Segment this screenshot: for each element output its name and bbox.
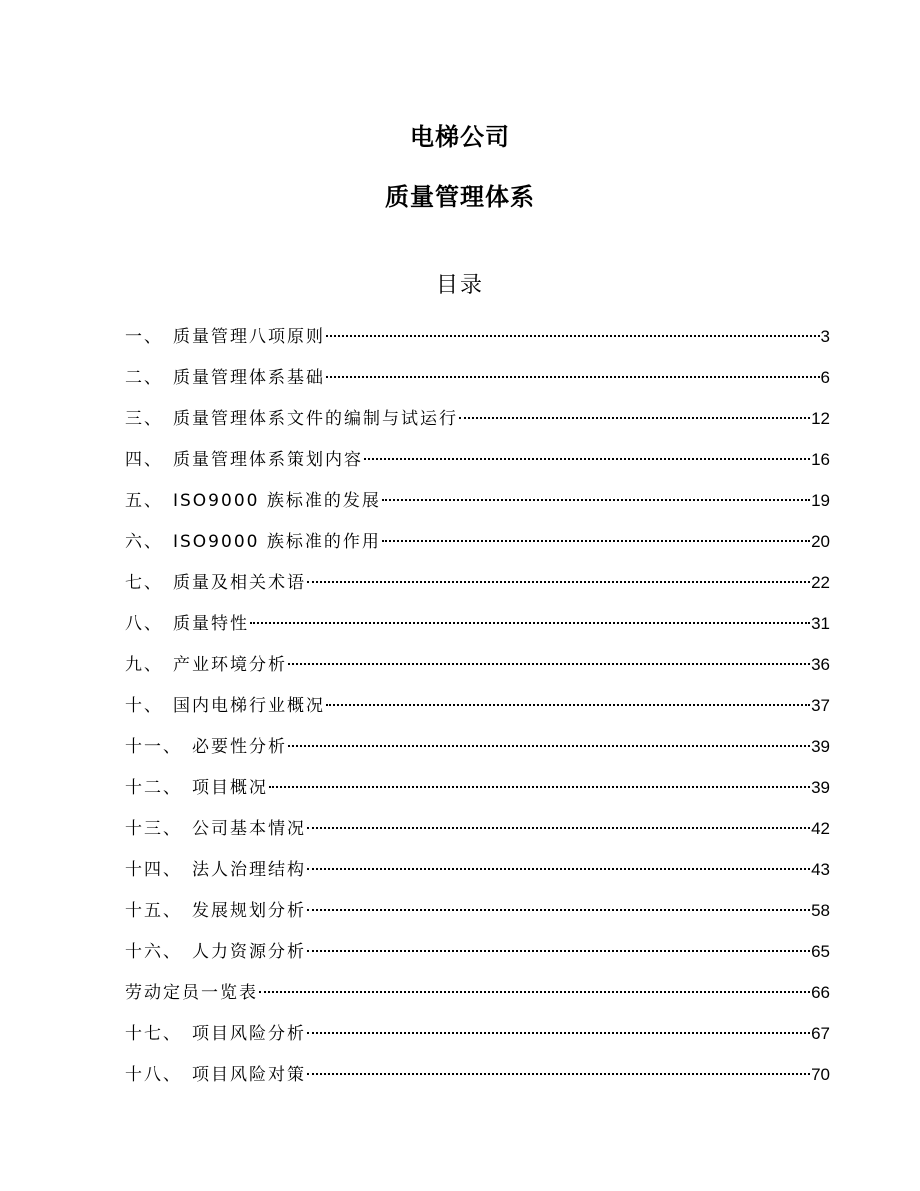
toc-dot-leader: [307, 909, 810, 911]
toc-entry-page: 12: [811, 409, 830, 428]
toc-dot-leader: [269, 786, 810, 788]
toc-entry-number: 十三、: [125, 819, 182, 839]
toc-entry-number: 十、: [125, 696, 163, 716]
toc-entry-number: 四、: [125, 450, 163, 470]
toc-dot-leader: [307, 1032, 810, 1034]
toc-entry-page: 66: [811, 983, 830, 1002]
document-title: 电梯公司: [410, 123, 510, 151]
toc-entry-page: 43: [811, 860, 830, 879]
toc-entry-number: 十一、: [125, 737, 182, 757]
toc-entry-page: 42: [811, 819, 830, 838]
toc-dot-leader: [307, 1073, 810, 1075]
toc-dot-leader: [326, 335, 820, 337]
toc-entry-number: 十五、: [125, 901, 182, 921]
toc-entry-page: 37: [811, 696, 830, 715]
toc-entry-page: 58: [811, 901, 830, 920]
document-subtitle: 质量管理体系: [385, 183, 535, 211]
toc-entry[interactable]: [125, 771, 830, 812]
toc-entry-page: 3: [820, 327, 830, 346]
toc-entry-title: 质量特性: [173, 614, 249, 634]
toc-entry-number: 六、: [125, 532, 163, 552]
toc-entry-title: 人力资源分析: [192, 942, 306, 962]
toc-entry[interactable]: [125, 648, 830, 689]
toc-entry-page: 31: [811, 614, 830, 633]
toc-entry-page: 22: [811, 573, 830, 592]
toc-entry-title: ISO9000 族标准的发展: [173, 491, 381, 511]
toc-dot-leader: [382, 540, 810, 542]
toc-dot-leader: [364, 458, 810, 460]
toc-entry[interactable]: [125, 566, 830, 607]
toc-entry-number: 十八、: [125, 1065, 182, 1085]
toc-entry-page: 36: [811, 655, 830, 674]
toc-entry[interactable]: [125, 361, 830, 402]
toc-entry[interactable]: [125, 853, 830, 894]
toc-entry[interactable]: [125, 1017, 830, 1058]
toc-entry[interactable]: [125, 525, 830, 566]
toc-entry[interactable]: [125, 730, 830, 771]
toc-entry-number: 二、: [125, 368, 163, 388]
toc-entry-title: 国内电梯行业概况: [173, 696, 325, 716]
toc-entry[interactable]: [125, 812, 830, 853]
toc-entry[interactable]: [125, 894, 830, 935]
toc-entry-title: 劳动定员一览表: [125, 983, 258, 1003]
toc-entry[interactable]: [125, 689, 830, 730]
toc-entry-title: ISO9000 族标准的作用: [173, 532, 381, 552]
toc-entry-title: 项目概况: [192, 778, 268, 798]
toc-dot-leader: [382, 499, 810, 501]
toc-dot-leader: [288, 663, 810, 665]
toc-entry-title: 项目风险对策: [192, 1065, 306, 1085]
toc-dot-leader: [307, 581, 810, 583]
toc-dot-leader: [326, 376, 820, 378]
toc-entry[interactable]: [125, 484, 830, 525]
toc-entry-page: 39: [811, 737, 830, 756]
toc-entry-title: 必要性分析: [192, 737, 287, 757]
toc-entry-title: 质量管理八项原则: [173, 327, 325, 347]
toc-entry-number: 十七、: [125, 1024, 182, 1044]
toc-dot-leader: [250, 622, 810, 624]
toc-entry-number: 十四、: [125, 860, 182, 880]
toc-dot-leader: [307, 868, 810, 870]
toc-entry[interactable]: [125, 935, 830, 976]
toc-entry[interactable]: [125, 976, 830, 1017]
toc-dot-leader: [307, 827, 810, 829]
toc-dot-leader: [259, 991, 810, 993]
toc-entry-title: 产业环境分析: [173, 655, 287, 675]
toc-entry-title: 公司基本情况: [192, 819, 306, 839]
toc-entry-title: 质量及相关术语: [173, 573, 306, 593]
toc-entry-page: 19: [811, 491, 830, 510]
toc-entry-title: 法人治理结构: [192, 860, 306, 880]
toc-entry[interactable]: [125, 1058, 830, 1099]
toc-entry-number: 九、: [125, 655, 163, 675]
toc-entry-title: 质量管理体系文件的编制与试运行: [173, 409, 458, 429]
toc-dot-leader: [326, 704, 810, 706]
toc-dot-leader: [288, 745, 810, 747]
toc-entry[interactable]: [125, 402, 830, 443]
toc-entry-page: 65: [811, 942, 830, 961]
toc-entry-number: 十二、: [125, 778, 182, 798]
toc-heading: 目录: [435, 273, 484, 298]
toc-entry-title: 项目风险分析: [192, 1024, 306, 1044]
table-of-contents: [125, 320, 830, 1099]
toc-entry-number: 五、: [125, 491, 163, 511]
toc-entry-page: 39: [811, 778, 830, 797]
toc-entry-title: 质量管理体系策划内容: [173, 450, 363, 470]
toc-entry-title: 发展规划分析: [192, 901, 306, 921]
toc-entry-page: 16: [811, 450, 830, 469]
toc-entry-page: 6: [820, 368, 830, 387]
toc-entry-number: 三、: [125, 409, 163, 429]
toc-entry-number: 十六、: [125, 942, 182, 962]
toc-entry-title: 质量管理体系基础: [173, 368, 325, 388]
toc-entry-number: 七、: [125, 573, 163, 593]
toc-dot-leader: [307, 950, 810, 952]
toc-entry[interactable]: [125, 320, 830, 361]
toc-entry-number: 八、: [125, 614, 163, 634]
toc-entry[interactable]: [125, 607, 830, 648]
toc-entry[interactable]: [125, 443, 830, 484]
toc-dot-leader: [459, 417, 810, 419]
toc-entry-page: 20: [811, 532, 830, 551]
toc-entry-number: 一、: [125, 327, 163, 347]
toc-entry-page: 67: [811, 1024, 830, 1043]
toc-entry-page: 70: [811, 1065, 830, 1084]
